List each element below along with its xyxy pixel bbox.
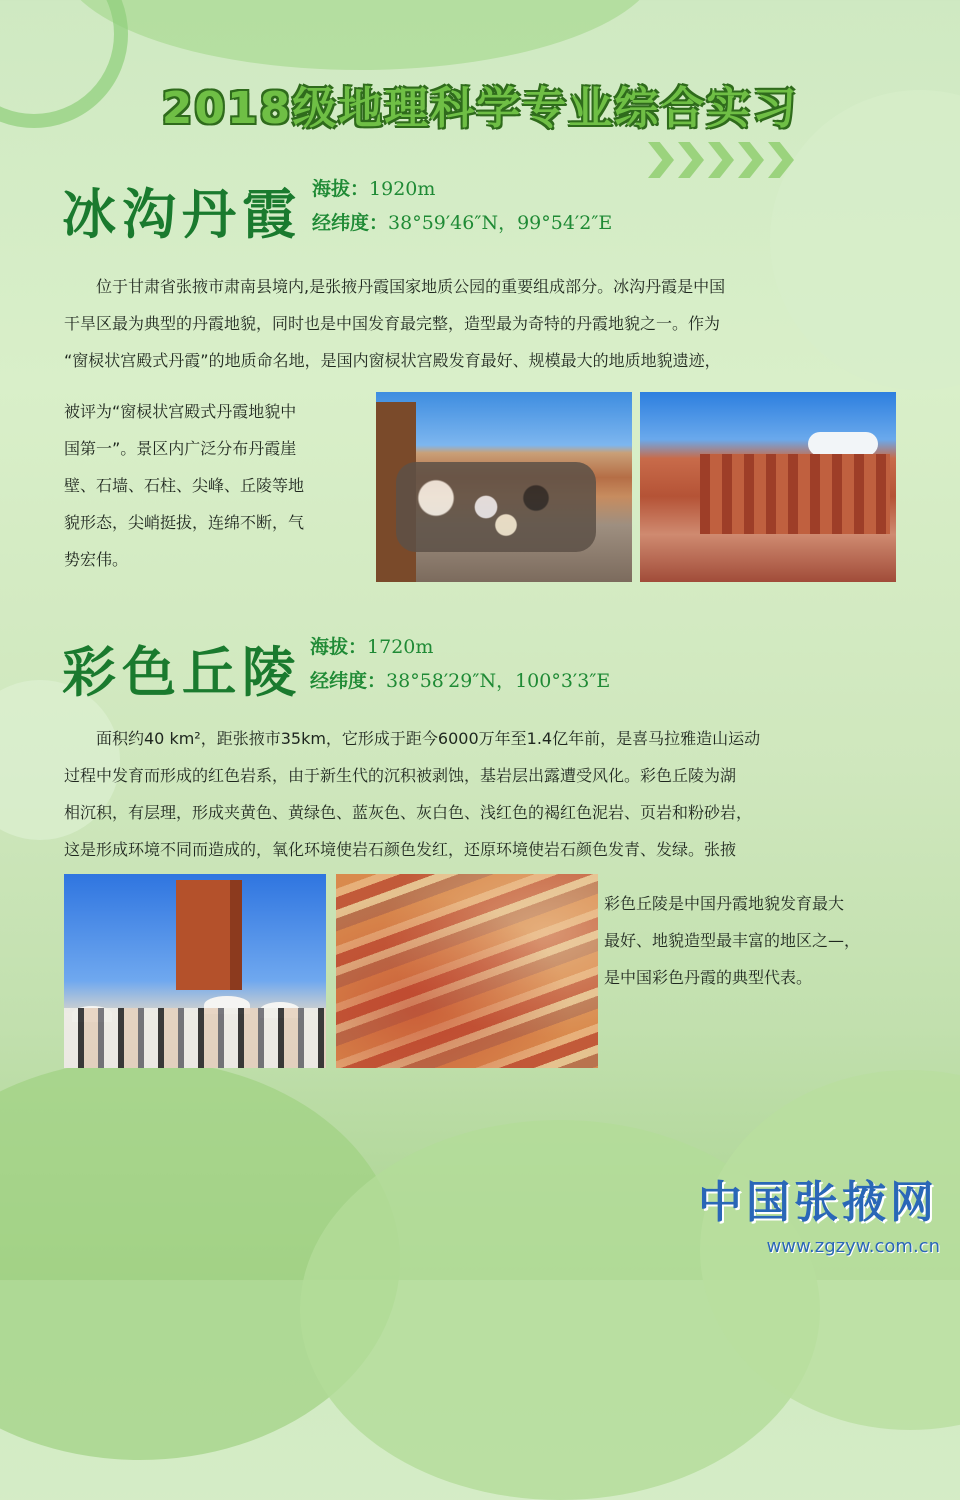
coord-value: 38°59′46″N，99°54′2″E (388, 212, 613, 234)
altitude-label: 海拔： (310, 636, 368, 658)
paragraph-line: 过程中发育而形成的红色岩系，由于新生代的沉积被剥蚀，基岩层出露遭受风化。彩色丘陵为湖 (64, 766, 737, 785)
photo-red-cliff (640, 392, 896, 582)
section-side-text (64, 393, 374, 578)
section-paragraph (64, 720, 904, 868)
section-title: 冰沟丹霞 (62, 182, 302, 246)
coord-label: 经纬度： (312, 212, 389, 234)
paragraph-line: 势宏伟。 (64, 550, 129, 569)
altitude-value: 1920m (369, 178, 436, 200)
paragraph-line: 是中国彩色丹霞的典型代表。 (604, 968, 813, 987)
paragraph-line: 干旱区最为典型的丹霞地貌，同时也是中国发育最完整，造型最为奇特的丹霞地貌之一。作为 (64, 314, 721, 333)
photo-monument-crowd (64, 874, 326, 1068)
section-meta (312, 172, 612, 240)
paragraph-line: “窗棂状宫殿式丹霞”的地质命名地，是国内窗棂状宫殿发育最好、规模最大的地质地貌遗迹， (64, 351, 721, 370)
section-paragraph (64, 268, 904, 379)
page-title: 2018级地理科学专业综合实习 (161, 83, 799, 134)
paragraph-line: 位于甘肃省张掖市肃南县境内,是张掖丹霞国家地质公园的重要组成部分。冰沟丹霞是中国 (64, 277, 726, 296)
altitude-label: 海拔： (312, 178, 370, 200)
paragraph-line: 最好、地貌造型最丰富的地区之—， (604, 931, 861, 950)
paragraph-line: 被评为“窗棂状宫殿式丹霞地貌中 (64, 402, 297, 421)
paragraph-line: 相沉积，有层理，形成夹黄色、黄绿色、蓝灰色、灰白色、浅红色的褐红色泥岩、页岩和粉砂岩， (64, 803, 753, 822)
altitude-value: 1720m (367, 636, 434, 658)
paragraph-line: 面积约40 km²，距张掖市35km，它形成于距今6000万年至1.4亿年前，是喜马拉雅造山运动 (64, 729, 761, 748)
paragraph-line: 貌形态，尖峭挺拔，连绵不断，气 (64, 513, 305, 532)
chevron-decoration-icon (648, 142, 794, 178)
coord-value: 38°58′29″N，100°3′3″E (386, 670, 611, 692)
coord-label: 经纬度： (310, 670, 387, 692)
photo-boardwalk-crowd (376, 392, 632, 582)
photo-rainbow-hills (336, 874, 598, 1068)
section-title: 彩色丘陵 (62, 640, 302, 704)
section-meta (310, 630, 610, 698)
paragraph-line: 彩色丘陵是中国丹霞地貌发育最大 (604, 894, 845, 913)
bg-shape (60, 0, 660, 70)
paragraph-line: 国第一”。景区内广泛分布丹霞崖 (64, 439, 297, 458)
paragraph-line: 这是形成环境不同而造成的，氧化环境使岩石颜色发红，还原环境使岩石颜色发青、发绿。张掖 (64, 840, 737, 859)
section-side-text (604, 885, 924, 996)
watermark-url: www.zgzyw.com.cn (766, 1236, 940, 1257)
paragraph-line: 壁、石墙、石柱、尖峰、丘陵等地 (64, 476, 305, 495)
watermark-logo: 中国张掖网 (698, 1177, 938, 1228)
